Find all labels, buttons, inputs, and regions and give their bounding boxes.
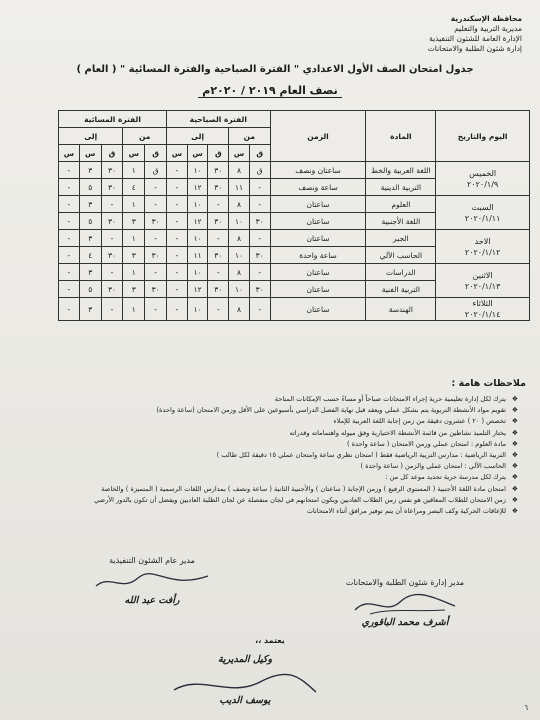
- signature-deputy-name: يوسف الديب: [219, 695, 271, 706]
- exam-date: ٢٠٢٠/١/١٣: [464, 281, 501, 291]
- header-minutes: ق: [249, 145, 270, 162]
- time-cell: ساعتان: [270, 264, 366, 281]
- exam-date: ٢٠٢٠/١/١٢: [464, 247, 501, 257]
- diamond-bullet-icon: ❖: [511, 495, 518, 504]
- evening-time-cell: ٤: [79, 247, 101, 264]
- morning-time-cell: ٣٠: [249, 247, 270, 264]
- evening-time-cell: ٣: [79, 264, 101, 281]
- day-date-cell: [436, 264, 530, 298]
- day-name: الخميس: [469, 168, 497, 178]
- table-row: [59, 298, 530, 321]
- note-text: يترك لكل مدرسة حرية تحديد موعد كل من :: [385, 473, 506, 482]
- morning-time-cell: ١١: [187, 247, 208, 264]
- morning-time-cell: -: [167, 281, 188, 298]
- table-row: [59, 264, 530, 281]
- morning-time-cell: ١٠: [187, 162, 208, 179]
- evening-time-cell: ٥: [79, 281, 101, 298]
- time-cell: ساعة ونصف: [270, 179, 366, 196]
- evening-time-cell: ١: [123, 196, 145, 213]
- diamond-bullet-icon: ❖: [511, 428, 518, 437]
- evening-time-cell: -: [101, 196, 123, 213]
- header-minutes: ق: [208, 145, 229, 162]
- note-text: زمن الامتحان للطلاب المعاقين هو نفس زمن الطلاب العاديين ويكون امتحانهم في لجان منفصلة عن لجان الطلبة العاديين ويفضل أن تكون بالدور الأرضي: [94, 495, 506, 504]
- morning-time-cell: -: [167, 247, 188, 264]
- header-hours: س: [79, 145, 101, 162]
- signature-left-title: مدير عام الشئون التنفيذية: [109, 556, 195, 565]
- header-minutes: ق: [101, 145, 123, 162]
- subject-cell: الدراسات: [366, 264, 436, 281]
- evening-time-cell: -: [145, 264, 167, 281]
- diamond-bullet-icon: ❖: [511, 462, 518, 471]
- morning-time-cell: ٣٠: [249, 281, 270, 298]
- note-item: [48, 405, 518, 416]
- signature-left: [72, 556, 232, 606]
- diamond-bullet-icon: ❖: [511, 406, 518, 415]
- note-item: [48, 495, 518, 506]
- diamond-bullet-icon: ❖: [511, 484, 518, 493]
- note-item: [48, 484, 518, 495]
- day-name: الاثنين: [472, 270, 493, 280]
- morning-time-cell: -: [167, 298, 188, 321]
- header-subject: المادة: [366, 111, 436, 162]
- notes-title: ملاحظات هامة :: [451, 378, 526, 389]
- morning-time-cell: -: [167, 264, 188, 281]
- morning-time-cell: ١٠: [187, 264, 208, 281]
- morning-time-cell: ١٢: [187, 179, 208, 196]
- signature-right: [310, 578, 500, 628]
- header-hours: س: [59, 145, 80, 162]
- evening-time-cell: ٣: [79, 230, 101, 247]
- morning-time-cell: -: [208, 230, 229, 247]
- time-cell: ساعتان ونصف: [270, 162, 366, 179]
- note-item: [48, 461, 518, 472]
- morning-time-cell: ٨: [229, 196, 250, 213]
- exam-date: ٢٠٢٠/١/٩: [467, 179, 499, 189]
- signature-scribble: [92, 570, 212, 596]
- evening-time-cell: ٣: [79, 196, 101, 213]
- header-from: من: [229, 128, 270, 145]
- time-cell: ساعتان: [270, 230, 366, 247]
- time-cell: ساعتان: [270, 213, 366, 230]
- evening-time-cell: ٤: [123, 179, 145, 196]
- morning-time-cell: ١٠: [187, 298, 208, 321]
- subject-cell: العلوم: [366, 196, 436, 213]
- day-date-cell: [436, 298, 530, 321]
- note-item: [48, 416, 518, 427]
- evening-time-cell: -: [59, 281, 80, 298]
- document-subtitle: نصف العام ٢٠١٩ / ٢٠٢٠م: [0, 84, 540, 97]
- header-hours: س: [187, 145, 208, 162]
- diamond-bullet-icon: ❖: [511, 451, 518, 460]
- note-item: [48, 439, 518, 450]
- document-title: جدول امتحان الصف الأول الاعدادي " الفترة الصباحية والفترة المسائية " ( العام ): [76, 64, 474, 75]
- header-day-date: اليوم والتاريخ: [436, 111, 530, 162]
- morning-time-cell: ١٠: [229, 247, 250, 264]
- evening-time-cell: ٥: [79, 213, 101, 230]
- evening-time-cell: ٣: [123, 213, 145, 230]
- morning-time-cell: ٣٠: [208, 281, 229, 298]
- morning-time-cell: ٨: [229, 298, 250, 321]
- note-item: [48, 450, 518, 461]
- evening-time-cell: ٣٠: [101, 162, 123, 179]
- evening-time-cell: ٥: [79, 179, 101, 196]
- approval-label: يعتمد ،،: [255, 636, 285, 645]
- header-morning: الفترة الصباحية: [167, 111, 271, 128]
- morning-time-cell: -: [208, 298, 229, 321]
- day-date-cell: [436, 196, 530, 230]
- morning-time-cell: ٣٠: [208, 213, 229, 230]
- morning-time-cell: ١١: [229, 179, 250, 196]
- signature-deputy-title: وكيل المديرية: [217, 654, 273, 665]
- time-cell: ساعتان: [270, 298, 366, 321]
- note-text: التربية الرياضية : مدارس التربية الرياضية فقط ( امتحان نظري ساعة وامتحان عملي ١٥ دقيقة لكل طالب ): [216, 451, 506, 460]
- morning-time-cell: ٣٠: [208, 162, 229, 179]
- header-hours: س: [123, 145, 145, 162]
- diamond-bullet-icon: ❖: [511, 439, 518, 448]
- note-item: [48, 428, 518, 439]
- evening-time-cell: ١: [123, 162, 145, 179]
- evening-time-cell: ق: [145, 162, 167, 179]
- evening-time-cell: -: [59, 196, 80, 213]
- evening-time-cell: ٣٠: [101, 281, 123, 298]
- morning-time-cell: -: [167, 196, 188, 213]
- header-hours: س: [167, 145, 188, 162]
- header-to: إلى: [59, 128, 123, 145]
- morning-time-cell: ١٠: [187, 230, 208, 247]
- signature-left-name: رأفت عبد الله: [124, 595, 180, 606]
- header-line: مديرية التربية والتعليم: [454, 24, 522, 33]
- evening-time-cell: ٣٠: [101, 247, 123, 264]
- signature-right-name: أشرف محمد الباقوري: [361, 617, 449, 628]
- evening-time-cell: -: [59, 264, 80, 281]
- day-name: الثلاثاء: [472, 299, 493, 308]
- exam-date: ٢٠٢٠/١/١٤: [464, 310, 501, 319]
- day-date-cell: [436, 162, 530, 196]
- morning-time-cell: -: [167, 230, 188, 247]
- subject-cell: الجبر: [366, 230, 436, 247]
- note-item: [48, 472, 518, 483]
- signature-right-title: مدير إدارة شئون الطلبة والامتحانات: [345, 578, 465, 587]
- note-text: للإعاقات الحركية وكف البصر ومراعاة أن يتم توفير مرافق أثناء الامتحانات: [306, 507, 506, 516]
- evening-time-cell: -: [59, 213, 80, 230]
- note-text: تخصص ( ٢٠ ) عشرون دقيقة من زمن إجابة اللغة العربية للإملاء: [333, 417, 506, 426]
- note-item: [48, 506, 518, 517]
- note-text: يترك لكل إدارة تعليمية حرية إجراء الامتحانات صباحاً أو مساءً حسب الإمكانات المتاحة: [274, 395, 506, 403]
- evening-time-cell: -: [101, 298, 123, 321]
- table-row: [59, 162, 530, 179]
- evening-time-cell: ٣: [123, 247, 145, 264]
- evening-time-cell: ٣٠: [101, 213, 123, 230]
- evening-time-cell: ٣: [79, 162, 101, 179]
- table-row: [59, 196, 530, 213]
- morning-time-cell: -: [249, 298, 270, 321]
- morning-time-cell: -: [167, 179, 188, 196]
- header-minutes: ق: [145, 145, 167, 162]
- morning-time-cell: -: [249, 230, 270, 247]
- subject-cell: اللغة العربية والخط: [366, 162, 436, 179]
- signature-scribble: [170, 670, 320, 700]
- header-from: من: [123, 128, 167, 145]
- evening-time-cell: ٣٠: [145, 247, 167, 264]
- header-evening: الفترة المسائية: [59, 111, 167, 128]
- note-text: يختار التلميذ نشاطين من قائمة الأنشطة الاختيارية وفق ميوله واهتماماته وقدراته: [289, 428, 506, 437]
- header-to: إلى: [167, 128, 229, 145]
- evening-time-cell: -: [101, 264, 123, 281]
- evening-time-cell: ٣٠: [145, 281, 167, 298]
- morning-time-cell: ١٢: [187, 281, 208, 298]
- evening-time-cell: ٣٠: [145, 213, 167, 230]
- page-number: ٦: [524, 704, 528, 712]
- morning-time-cell: -: [208, 264, 229, 281]
- diamond-bullet-icon: ❖: [511, 473, 518, 482]
- day-date-cell: [436, 230, 530, 264]
- morning-time-cell: ١٠: [229, 213, 250, 230]
- morning-time-cell: ٨: [229, 264, 250, 281]
- morning-time-cell: -: [208, 196, 229, 213]
- evening-time-cell: ٣٠: [101, 179, 123, 196]
- subject-cell: الهندسة: [366, 298, 436, 321]
- evening-time-cell: ٣: [79, 298, 101, 321]
- notes-list: [48, 394, 518, 517]
- diamond-bullet-icon: ❖: [511, 417, 518, 426]
- ministry-header: [412, 14, 522, 54]
- time-cell: ساعتان: [270, 281, 366, 298]
- note-text: الحاسب الآلي : امتحان عملي والزمن ( ساعة واحدة ): [360, 462, 506, 471]
- evening-time-cell: -: [59, 179, 80, 196]
- evening-time-cell: -: [145, 196, 167, 213]
- signature-deputy: [170, 654, 320, 706]
- subject-cell: التربية الدينية: [366, 179, 436, 196]
- schedule-body: [59, 162, 530, 321]
- evening-time-cell: -: [145, 230, 167, 247]
- header-line: محافظة الإسكندرية: [450, 14, 522, 23]
- signature-scribble: [350, 592, 460, 618]
- morning-time-cell: ١٢: [187, 213, 208, 230]
- header-line: إدارة شئون الطلبة والامتحانات: [427, 44, 522, 53]
- morning-time-cell: ق: [249, 162, 270, 179]
- evening-time-cell: -: [59, 247, 80, 264]
- evening-time-cell: -: [145, 179, 167, 196]
- evening-time-cell: -: [59, 162, 80, 179]
- exam-schedule-table: [58, 110, 530, 321]
- diamond-bullet-icon: ❖: [511, 395, 518, 403]
- header-hours: س: [229, 145, 250, 162]
- day-name: السبت: [471, 202, 494, 212]
- evening-time-cell: -: [59, 298, 80, 321]
- evening-time-cell: ١: [123, 264, 145, 281]
- morning-time-cell: -: [249, 196, 270, 213]
- morning-time-cell: -: [167, 162, 188, 179]
- evening-time-cell: -: [101, 230, 123, 247]
- note-text: مادة العلوم : امتحان عملي وزمن الامتحان ( ساعة واحدة ): [347, 439, 506, 448]
- evening-time-cell: ١: [123, 298, 145, 321]
- note-text: تقويم مواد الأنشطة التربوية يتم بشكل عملي ويعقد قبل نهاية الفصل الدراسي بأسبوعين على الأقل وزمن الامتحان (ساعة واحدة): [156, 406, 506, 415]
- morning-time-cell: ٣٠: [208, 247, 229, 264]
- evening-time-cell: -: [59, 230, 80, 247]
- subject-cell: اللغة الأجنبية: [366, 213, 436, 230]
- evening-time-cell: ٣: [123, 281, 145, 298]
- morning-time-cell: ١٠: [229, 281, 250, 298]
- exam-date: ٢٠٢٠/١/١١: [464, 213, 501, 223]
- evening-time-cell: -: [145, 298, 167, 321]
- evening-time-cell: ١: [123, 230, 145, 247]
- header-line: الإدارة العامة للشئون التنفيذية: [429, 34, 522, 43]
- time-cell: ساعتان: [270, 196, 366, 213]
- morning-time-cell: -: [167, 213, 188, 230]
- time-cell: ساعة واحدة: [270, 247, 366, 264]
- diamond-bullet-icon: ❖: [511, 507, 518, 516]
- morning-time-cell: -: [249, 264, 270, 281]
- morning-time-cell: ٣٠: [208, 179, 229, 196]
- table-row: [59, 230, 530, 247]
- subject-cell: التربية الفنية: [366, 281, 436, 298]
- day-name: الاحد: [474, 236, 491, 246]
- morning-time-cell: ٣٠: [249, 213, 270, 230]
- subject-cell: الحاسب الآلي: [366, 247, 436, 264]
- morning-time-cell: ٨: [229, 230, 250, 247]
- note-text: امتحان مادة اللغة الأجنبية ( المستوى الرفيع ) وزمن الإجابة ( ساعتان ) والأجنبية الثانية ( ساعة ونصف ) بمدارس اللغات الرسمية ( المتميزة ) والخاصة: [101, 484, 506, 493]
- note-item: [48, 394, 518, 405]
- morning-time-cell: -: [249, 179, 270, 196]
- header-time: الزمن: [270, 111, 366, 162]
- morning-time-cell: ٨: [229, 162, 250, 179]
- morning-time-cell: ١٠: [187, 196, 208, 213]
